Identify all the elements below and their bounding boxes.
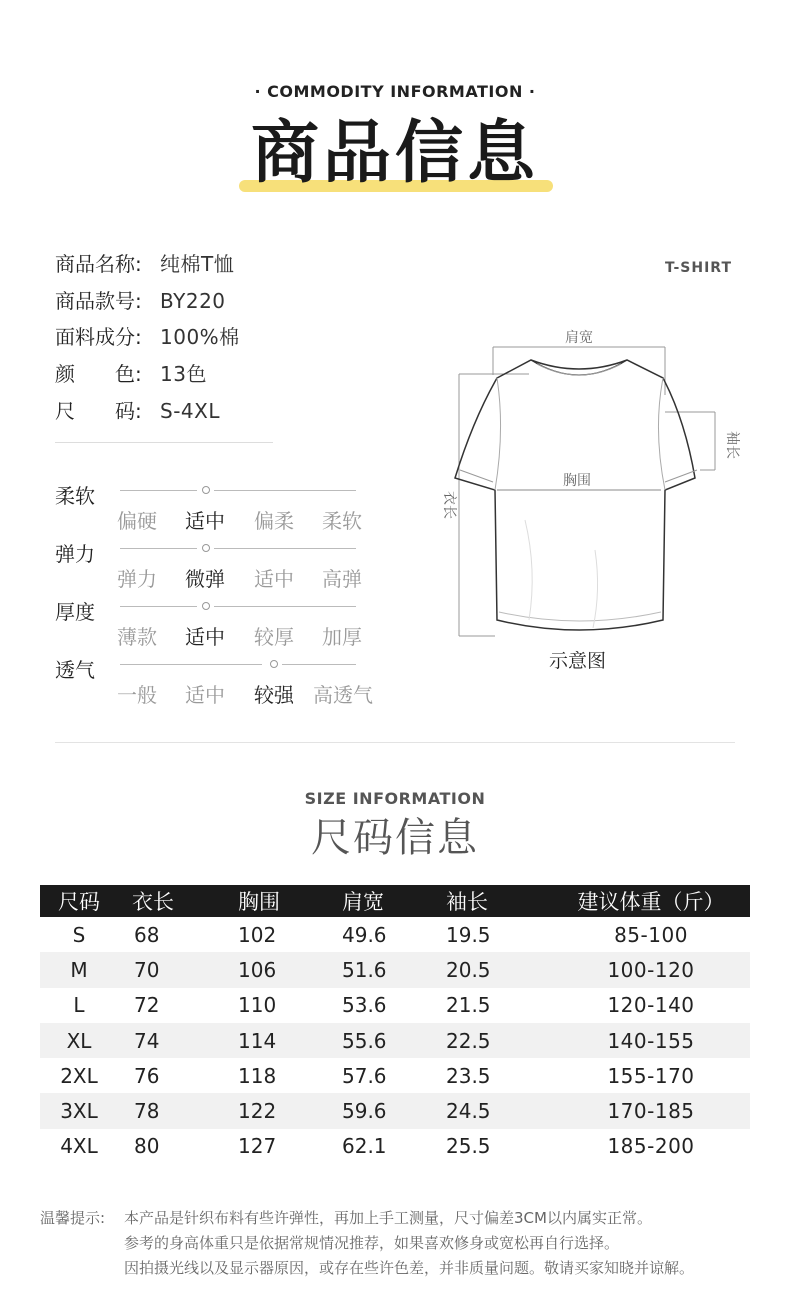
note-line: 本产品是针织布料有些许弹性，再加上手工测量，尺寸偏差3CM以内属实正常。 xyxy=(124,1209,652,1227)
note-line: 因拍摄光线以及显示器原因，或存在些许色差，并非质量问题。敬请买家知晓并谅解。 xyxy=(124,1259,695,1277)
table-cell: 59.6 xyxy=(342,1093,446,1128)
table-cell: 21.5 xyxy=(446,993,491,1018)
table-cell: 122 xyxy=(238,1093,342,1128)
table-row xyxy=(40,952,750,987)
attr-thickness-name: 厚度 xyxy=(55,600,95,624)
table-cell: 85-100 xyxy=(614,922,688,947)
attr-option: 适中 xyxy=(185,683,225,707)
page-title xyxy=(251,112,539,196)
attr-softness-name: 柔软 xyxy=(55,484,95,508)
table-cell: 185-200 xyxy=(607,1134,695,1159)
table-cell: 53.6 xyxy=(342,993,387,1018)
attr-marker xyxy=(202,602,210,610)
attr-marker xyxy=(270,660,278,668)
table-row xyxy=(40,1093,750,1128)
fold-line xyxy=(593,550,598,628)
tshirt-tag: T-SHIRT xyxy=(665,260,733,276)
shoulder-label: 肩宽 xyxy=(565,330,593,346)
chest-label: 胸围 xyxy=(563,473,591,489)
table-cell: 2XL xyxy=(60,1063,98,1088)
table-cell: 68 xyxy=(134,922,160,947)
sleeve-label: 袖长 xyxy=(724,431,740,459)
attr-option: 偏硬 xyxy=(117,509,157,533)
table-cell: 4XL xyxy=(60,1134,98,1159)
table-row xyxy=(40,1023,750,1058)
diagram-caption: 示意图 xyxy=(548,650,606,672)
attr-option-selected: 较强 xyxy=(254,683,294,707)
attr-option: 较厚 xyxy=(254,625,294,649)
info-value: 100%棉 xyxy=(160,325,240,349)
note-line: 参考的身高体重只是依据常规情况推荐，如果喜欢修身或宽松再自行选择。 xyxy=(124,1234,620,1252)
attr-option: 适中 xyxy=(254,567,294,591)
info-row-size xyxy=(55,395,220,424)
attr-option: 薄款 xyxy=(117,625,157,649)
attr-option-selected: 适中 xyxy=(185,509,225,533)
attr-option: 高弹 xyxy=(322,567,362,591)
info-value: 13色 xyxy=(160,362,207,386)
section-divider xyxy=(55,742,735,743)
table-cell: 24.5 xyxy=(446,1093,552,1128)
attr-line xyxy=(120,606,197,607)
table-cell: 25.5 xyxy=(446,1134,491,1159)
attr-line xyxy=(214,548,356,549)
attr-breathability-name: 透气 xyxy=(55,658,95,682)
attr-line xyxy=(120,548,197,549)
table-cell: 62.1 xyxy=(342,1134,387,1159)
table-cell: 127 xyxy=(238,1134,277,1159)
table-row xyxy=(40,1058,750,1093)
tshirt-outline xyxy=(455,360,695,630)
hem-line xyxy=(499,612,661,621)
info-value: S-4XL xyxy=(160,399,220,423)
info-label: 商品名称: xyxy=(55,252,142,276)
table-cell: 76 xyxy=(134,1063,160,1088)
col-header: 胸围 xyxy=(238,885,342,917)
table-cell: 70 xyxy=(118,952,238,987)
info-label: 商品款号: xyxy=(55,289,142,313)
table-row xyxy=(40,988,750,1023)
col-header: 尺码 xyxy=(40,885,118,917)
table-cell: 72 xyxy=(134,993,160,1018)
col-header: 袖长 xyxy=(446,885,552,917)
attr-line xyxy=(214,490,356,491)
table-cell: 120-140 xyxy=(607,993,695,1018)
commodity-info-heading: · COMMODITY INFORMATION · xyxy=(254,82,536,101)
size-info-title: 尺码信息 xyxy=(311,815,479,861)
table-cell: 170-185 xyxy=(552,1093,750,1128)
attr-line xyxy=(120,490,197,491)
attr-marker xyxy=(202,486,210,494)
attr-option: 高透气 xyxy=(313,683,373,707)
table-cell: 106 xyxy=(238,952,342,987)
table-cell: 155-170 xyxy=(607,1063,695,1088)
info-label: 面料成分: xyxy=(55,325,142,349)
table-cell: 3XL xyxy=(40,1093,118,1128)
info-label: 颜 色: xyxy=(55,362,142,386)
right-seam xyxy=(658,378,665,490)
col-header: 肩宽 xyxy=(342,885,446,917)
table-cell: 74 xyxy=(118,1023,238,1058)
info-row-fabric xyxy=(55,321,240,350)
length-label: 衣长 xyxy=(441,491,457,519)
attr-line xyxy=(120,664,262,665)
right-cuff xyxy=(665,470,697,482)
table-cell: 80 xyxy=(134,1134,160,1159)
info-label: 尺 码: xyxy=(55,399,142,423)
fold-line xyxy=(525,520,532,620)
page-title-text: 商品信息 xyxy=(250,114,539,193)
table-cell: 78 xyxy=(118,1093,238,1128)
attr-line xyxy=(214,606,356,607)
attr-option: 偏柔 xyxy=(254,509,294,533)
attr-option-selected: 适中 xyxy=(185,625,225,649)
col-header: 建议体重（斤） xyxy=(552,885,750,917)
size-table xyxy=(40,885,750,1164)
attr-option-selected: 微弹 xyxy=(185,567,225,591)
tshirt-diagram xyxy=(425,320,755,650)
table-cell: 57.6 xyxy=(342,1063,387,1088)
col-header: 衣长 xyxy=(118,885,238,917)
attr-option: 弹力 xyxy=(117,567,157,591)
info-row-style-no xyxy=(55,285,226,314)
table-cell: 118 xyxy=(238,1063,277,1088)
attr-marker xyxy=(202,544,210,552)
table-header-row xyxy=(40,885,750,917)
attr-option: 一般 xyxy=(117,683,157,707)
table-cell: 114 xyxy=(238,1023,342,1058)
table-cell: 22.5 xyxy=(446,1023,552,1058)
info-value: 纯棉T恤 xyxy=(160,252,235,276)
table-cell: 100-120 xyxy=(552,952,750,987)
table-cell: 51.6 xyxy=(342,952,446,987)
table-row xyxy=(40,917,750,952)
attr-elasticity-name: 弹力 xyxy=(55,542,95,566)
attr-option: 柔软 xyxy=(322,509,362,533)
table-cell: 49.6 xyxy=(342,922,387,947)
table-cell: 20.5 xyxy=(446,952,552,987)
title-wrap xyxy=(0,112,790,196)
table-cell: 140-155 xyxy=(552,1023,750,1058)
left-cuff xyxy=(460,470,493,482)
table-cell: 19.5 xyxy=(446,922,491,947)
table-cell: 102 xyxy=(238,922,277,947)
table-cell: 55.6 xyxy=(342,1023,446,1058)
table-cell: L xyxy=(73,993,85,1018)
table-cell: XL xyxy=(40,1023,118,1058)
left-seam xyxy=(495,378,501,490)
info-row-name xyxy=(55,248,234,277)
table-cell: 110 xyxy=(238,993,277,1018)
info-value: BY220 xyxy=(160,289,226,313)
info-divider xyxy=(55,442,273,443)
attr-line xyxy=(282,664,356,665)
table-row xyxy=(40,1129,750,1164)
notes-label: 温馨提示: xyxy=(40,1209,106,1227)
attr-option: 加厚 xyxy=(322,625,362,649)
table-cell: S xyxy=(72,922,86,947)
info-row-color xyxy=(55,358,207,387)
table-cell: M xyxy=(40,952,118,987)
table-cell: 23.5 xyxy=(446,1063,491,1088)
size-info-heading: SIZE INFORMATION xyxy=(304,789,486,808)
